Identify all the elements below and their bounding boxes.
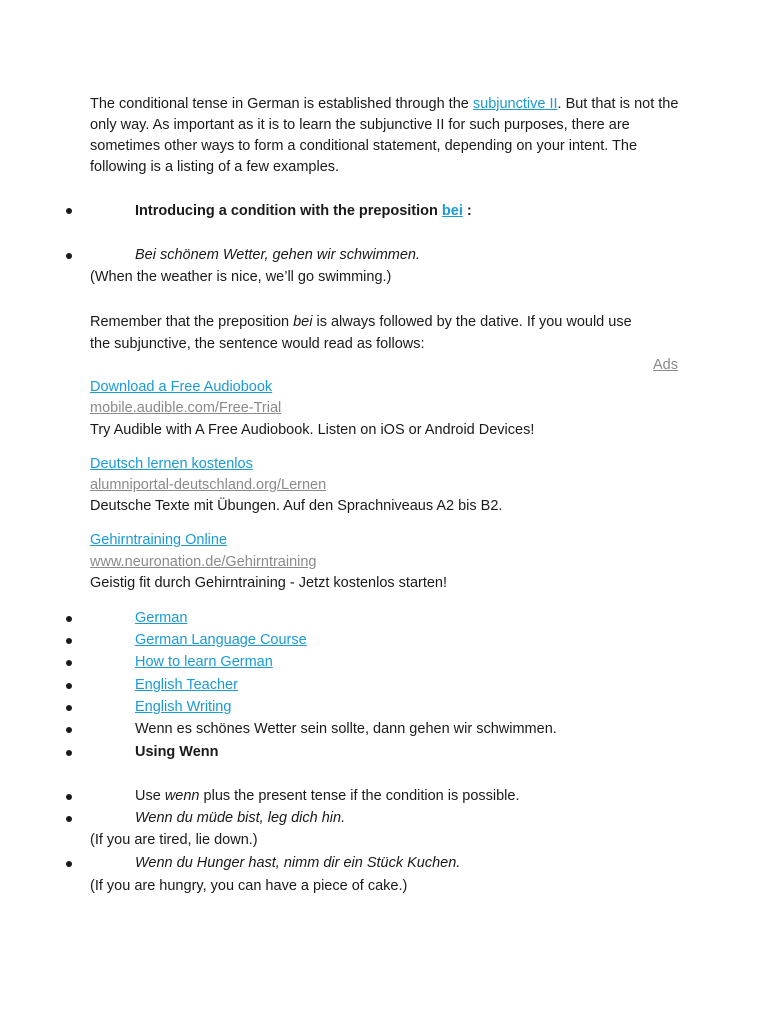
remember-line-2: the subjunctive, the sentence would read as follows: [90, 336, 425, 352]
example-english: (If you are tired, lie down.) [90, 832, 258, 848]
bullet [66, 816, 72, 822]
use-wenn-text: Use wenn plus the present tense if the condition is possible. [135, 788, 520, 804]
bei-example-german: Bei schönem Wetter, gehen wir schwimmen. [135, 247, 421, 263]
bullet [66, 638, 72, 644]
ad-description: Deutsche Texte mit Übungen. Auf den Sprachniveaus A2 bis B2. [90, 498, 503, 514]
bullet [66, 253, 72, 259]
example-german: Wenn du müde bist, leg dich hin. [135, 810, 346, 826]
intro-text: The conditional tense in German is established through the [90, 96, 473, 112]
ad-title-link[interactable]: Gehirntraining Online [90, 532, 228, 548]
example-german: Wenn du Hunger hast, nimm dir ein Stück Kuchen. [135, 855, 461, 871]
topic-link-english-teacher[interactable]: English Teacher [135, 677, 238, 693]
bei-link[interactable]: bei [441, 203, 463, 219]
ad-description: Try Audible with A Free Audiobook. Listen on iOS or Android Devices! [90, 422, 535, 438]
bei-example-english: (When the weather is nice, we’ll go swimming.) [90, 269, 392, 285]
bullet [66, 616, 72, 622]
topic-link-english-writing[interactable]: English Writing [135, 699, 232, 715]
bullet [66, 794, 72, 800]
topic-link-how-to-learn-german[interactable]: How to learn German [135, 654, 273, 670]
ads-label[interactable]: Ads [653, 357, 678, 373]
subjunctive-ii-link[interactable]: subjunctive II [472, 96, 558, 112]
bullet [66, 727, 72, 733]
ad-url[interactable]: alumniportal-deutschland.org/Lernen [90, 477, 327, 493]
bullet [66, 705, 72, 711]
bullet [66, 861, 72, 867]
ad-title-link[interactable]: Download a Free Audiobook [90, 379, 273, 395]
bullet [66, 683, 72, 689]
ad-description: Geistig fit durch Gehirntraining - Jetzt kostenlos starten! [90, 575, 448, 591]
ad-title-link[interactable]: Deutsch lernen kostenlos [90, 456, 253, 472]
bullet [66, 660, 72, 666]
bei-heading: Introducing a condition with the preposition bei : [135, 203, 472, 219]
intro-text-continued: . But that is not the only way. As important as it is to learn the subjunctive II for such purposes, there are sometimes other ways to form a conditional statement, depending on your intent. The following is a listing of a few examples. [90, 96, 679, 175]
using-wenn-heading: Using Wenn [135, 744, 219, 760]
remember-line-1: Remember that the preposition bei is always followed by the dative. If you would use [90, 314, 632, 330]
bullet [66, 750, 72, 756]
ad-url[interactable]: www.neuronation.de/Gehirntraining [90, 554, 317, 570]
bullet [66, 208, 72, 214]
ad-url[interactable]: mobile.audible.com/Free-Trial [90, 400, 282, 416]
topic-link-german[interactable]: German [135, 610, 188, 626]
topic-link-german-language-course[interactable]: German Language Course [135, 632, 307, 648]
example-english: (If you are hungry, you can have a piece of cake.) [90, 878, 408, 894]
wenn-sentence: Wenn es schönes Wetter sein sollte, dann gehen wir schwimmen. [135, 721, 557, 737]
intro-paragraph [90, 94, 690, 178]
